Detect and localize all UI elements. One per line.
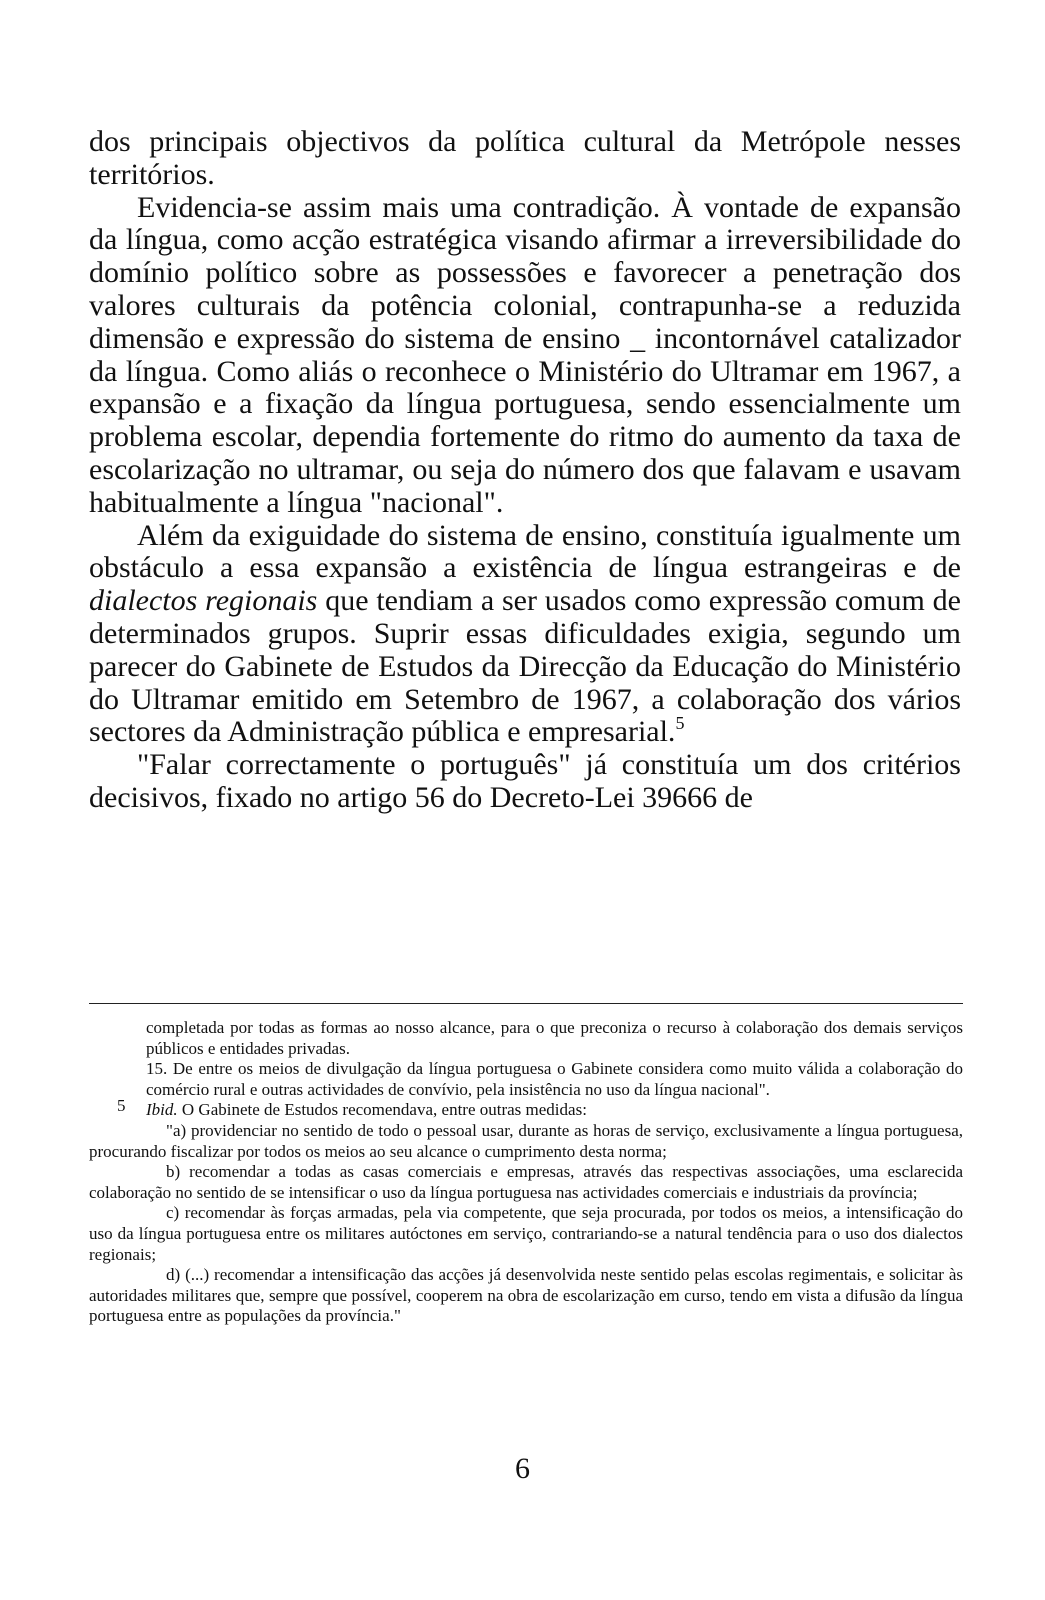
- footnote-item-a: "a) providenciar no sentido de todo o pessoal usar, durante as horas de serviço, exclusivamente a língua portuguesa, procurando fiscalizar por todos os meios ao seu alcance o cumprimento desta norma;: [89, 1120, 963, 1161]
- footnotes: [89, 1018, 963, 1327]
- paragraph-3-start: Além da exiguidade do sistema de ensino, constituía igualmente um obstáculo a essa expansão a existência de língua estrangeiras e de: [89, 518, 961, 585]
- paragraph-3-end: que tendiam a ser usados como expressão comum de determinados grupos. Suprir essas dificuldades exigia, segundo um parecer do Gabinete de Estudos da Direcção da Educação do Ministério do Ultramar emitido em Setembro de 1967, a colaboração dos vários sectores da Administração pública e empresarial.: [89, 584, 961, 749]
- page-number: 6: [515, 1452, 530, 1485]
- footnote-continuation: completada por todas as formas ao nosso alcance, para o que preconiza o recurso à colaboração dos demais serviços públicos e entidades privadas.: [146, 1018, 963, 1058]
- footnote-15: 15. De entre os meios de divulgação da língua portuguesa o Gabinete considera como muito válida a colaboração do comércio rural e outras actividades de convívio, pela insistência no uso da língua nacional".: [146, 1059, 963, 1099]
- paragraph-3: [89, 520, 961, 750]
- footnote-item-b: b) recomendar a todas as casas comerciais e empresas, através das respectivas associações, uma esclarecida colaboração no sentido de se intensificar o uso da língua portuguesa nas actividades comerciais e industriais da província;: [89, 1162, 963, 1202]
- paragraph-1: dos principais objectivos da política cultural da Metrópole nesses territórios.: [89, 125, 961, 191]
- footnote-5: [89, 1096, 963, 1121]
- main-text: [89, 126, 961, 815]
- footnote-reference: 5: [675, 713, 685, 734]
- paragraph-2: Evidencia-se assim mais uma contradição. À vontade de expansão da língua, como acção estratégica visando afirmar a irreversibilidade do domínio político sobre as possessões e favorecer a penetração dos valores culturais da potência colonial, contrapunha-se a reduzida dimensão e expressão do sistema de ensino _ incontornável catalizador da língua. Como aliás o reconhece o Ministério do Ultramar em 1967, a expansão e a fixação da língua portuguesa, sendo essencialmente um problema escolar, dependia fortemente do ritmo do aumento da taxa de escolarização no ultramar, ou seja do número dos que falavam e usavam habitualmente a língua "nacional".: [89, 190, 961, 519]
- italic-term: dialectos regionais: [89, 584, 318, 618]
- paragraph-4: "Falar correctamente o português" já constituía um dos critérios decisivos, fixado no artigo 56 do Decreto-Lei 39666 de: [89, 748, 961, 814]
- footnote-item-d: d) (...) recomendar a intensificação das acções já desenvolvida neste sentido pelas escolas regimentais, e solicitar às autoridades militares que, sempre que possível, cooperem na obra de escolarização em curso, tendo em vista a difusão da língua portuguesa entre as populações da província.": [89, 1265, 963, 1326]
- footnote-divider: [89, 1003, 963, 1004]
- footnote-5-text: O Gabinete de Estudos recomendava, entre outras medidas:: [177, 1100, 587, 1120]
- footnote-item-c: c) recomendar às forças armadas, pela via competente, que seja procurada, por todos os meios, a intensificação do uso da língua portuguesa entre os militares autóctones em serviço, contrariando-se a natural tendência para o uso dos dialectos regionais;: [89, 1203, 963, 1264]
- footnote-5-mark: 5: [117, 1096, 126, 1116]
- footnote-5-ibid: Ibid.: [146, 1100, 178, 1120]
